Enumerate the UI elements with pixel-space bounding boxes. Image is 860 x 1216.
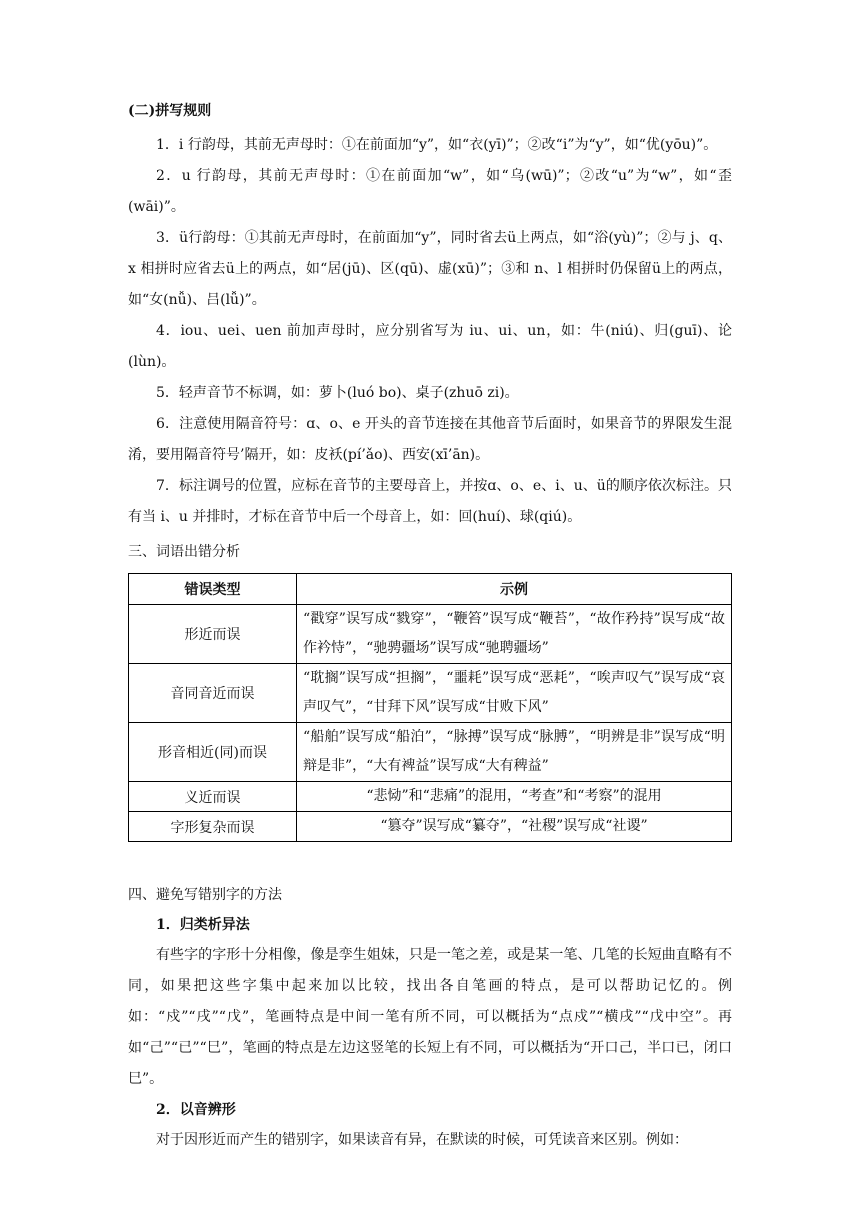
example-cell: “戳穿”误写成“戮穿”，“鞭笞”误写成“鞭苔”，“故作矜持”误写成“故作衿恃”，“驰骋疆场”误写成“驰聘疆场” (297, 605, 732, 664)
example-cell: “船舶”误写成“船泊”，“脉搏”误写成“脉膊”，“明辨是非”误写成“明辩是非”，“大有裨益”误写成“大有稗益” (297, 723, 732, 782)
table-header-type: 错误类型 (129, 574, 297, 605)
rule-3: 3．ü行韵母：①其前无声母时，在前面加“y”，同时省去ü上两点，如“浴(yù)”；②与 j、q、x 相拼时应省去ü上的两点，如“居(jū)、区(qū)、虚(xū)”；③和 n、l 相拼时仍保留ü上的两点，如“女(nǚ)、吕(lǚ)”。 (128, 230, 732, 308)
document-page (128, 100, 732, 1156)
table-row (129, 605, 732, 664)
error-type-cell: 音同音近而误 (129, 664, 297, 723)
method-2-title: 2．以音辨形 (156, 1102, 236, 1118)
method-2-text: 对于因形近而产生的错别字，如果读音有异，在默读的时候，可凭读音来区别。例如： (156, 1132, 688, 1148)
rule-1: 1．i 行韵母，其前无声母时：①在前面加“y”，如“衣(yī)”；②改“i”为“y”，如“优(yōu)”。 (156, 137, 718, 153)
rule-5: 5．轻声音节不标调，如：萝卜(luó bo)、桌子(zhuō zi)。 (156, 385, 519, 401)
table-row (129, 723, 732, 782)
rule-4: 4．iou、uei、uen 前加声母时，应分别省写为 iu、ui、un，如：牛(niú)、归(guī)、论(lùn)。 (128, 323, 732, 370)
section-heading-avoid-errors: 四、避免写错别字的方法 (128, 887, 282, 903)
table-row (129, 812, 732, 842)
table-header-row (129, 574, 732, 605)
error-type-cell: 形音相近(同)而误 (129, 723, 297, 782)
table-row (129, 782, 732, 812)
error-type-cell: 形近而误 (129, 605, 297, 664)
section-heading-error-analysis: 三、词语出错分析 (128, 544, 240, 560)
rule-2: 2．u 行韵母，其前无声母时：①在前面加“w”，如“乌(wū)”；②改“u”为“w”，如“歪(wāi)”。 (128, 168, 732, 215)
example-cell: “篡夺”误写成“纂夺”，“社稷”误写成“社谡” (297, 812, 732, 842)
table-header-example: 示例 (297, 574, 732, 605)
example-cell: “悲恸”和“悲痛”的混用，“考查”和“考察”的混用 (297, 782, 732, 812)
method-1-text: 有些字的字形十分相像，像是孪生姐妹，只是一笔之差，或是某一笔、几笔的长短曲直略有不同，如果把这些字集中起来加以比较，找出各自笔画的特点，是可以帮助记忆的。例如：“戍”“戌”“戊”，笔画特点是中间一笔有所不同，可以概括为“点戍”“横戌”“戊中空”。再如“己”“已”“巳”，笔画的特点是左边这竖笔的长短上有不同，可以概括为“开口己，半口已，闭口巳”。 (128, 947, 732, 1087)
spacer (128, 842, 732, 880)
rule-6: 6．注意使用隔音符号：ɑ、o、e 开头的音节连接在其他音节后面时，如果音节的界限发生混淆，要用隔音符号’隔开，如：皮袄(pí’ǎo)、西安(xī’ān)。 (128, 416, 732, 463)
section-heading-spelling-rules: (二)拼写规则 (128, 103, 212, 119)
table-row (129, 664, 732, 723)
spelling-rules-list (128, 130, 732, 533)
rule-7: 7．标注调号的位置，应标在音节的主要母音上，并按ɑ、o、e、i、u、ü的顺序依次标注。只有当 i、u 并排时，才标在音节中后一个母音上，如：回(huí)、球(qiú)。 (128, 478, 732, 525)
example-cell: “耽搁”误写成“担搁”，“噩耗”误写成“恶耗”，“唉声叹气”误写成“哀声叹气”，“甘拜下风”误写成“甘败下风” (297, 664, 732, 723)
error-type-cell: 字形复杂而误 (129, 812, 297, 842)
error-type-cell: 义近而误 (129, 782, 297, 812)
error-analysis-table (128, 573, 732, 842)
method-1-title: 1．归类析异法 (156, 917, 250, 933)
